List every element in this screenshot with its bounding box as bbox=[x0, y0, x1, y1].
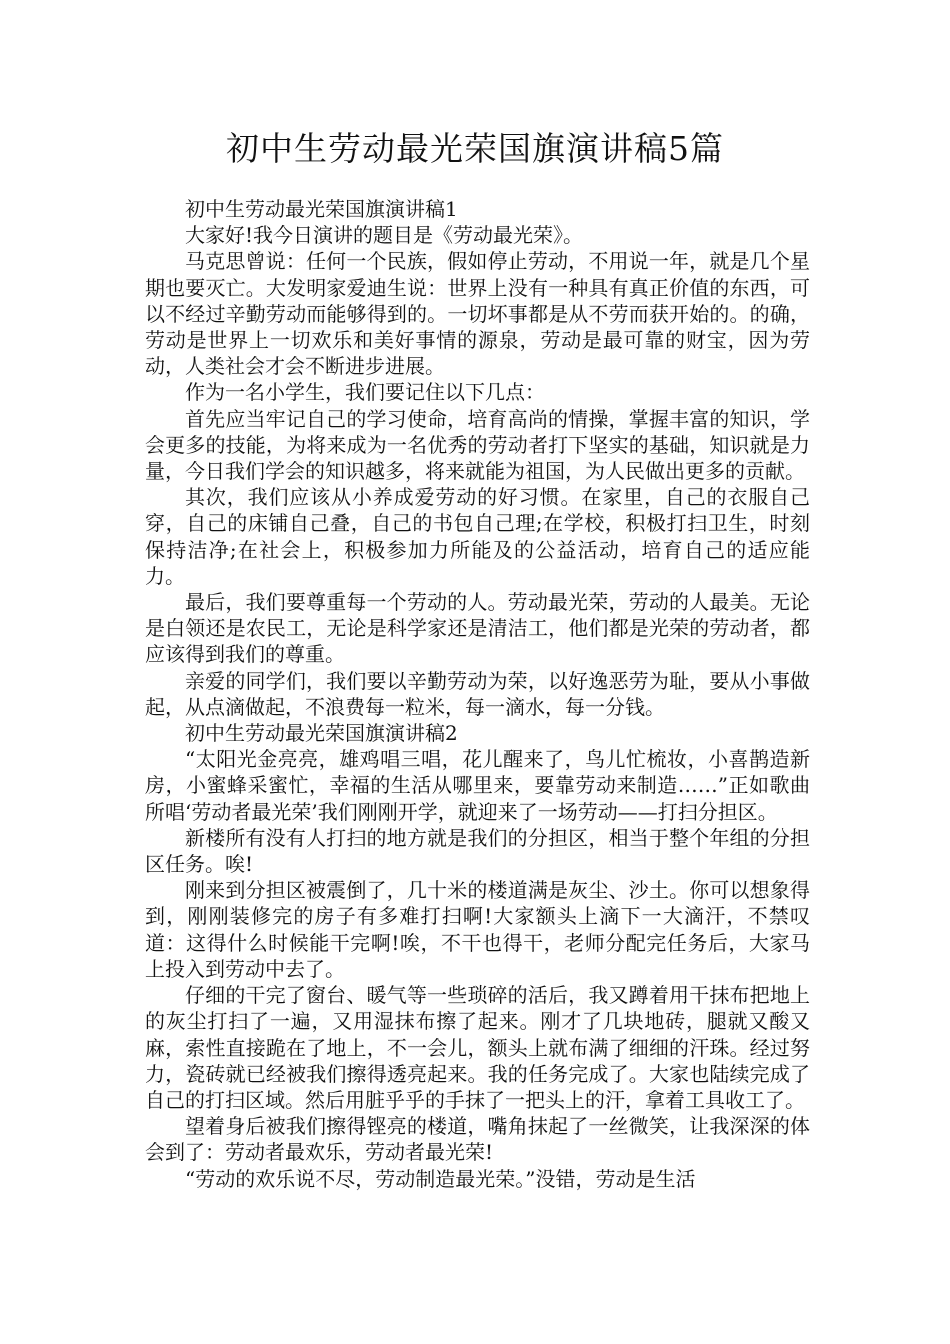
document-title: 初中生劳动最光荣国旗演讲稿5篇 bbox=[226, 129, 724, 168]
paragraph: “太阳光金亮亮，雄鸡唱三唱，花儿醒来了，鸟儿忙梳妆，小喜鹊造新房，小蜜蜂采蜜忙，幸福的生活从哪里来，要靠劳动来制造……”正如歌曲所唱‘劳动者最光荣’我们刚刚开学，就迎来了一场劳动——打扫分担区。 bbox=[145, 747, 810, 824]
paragraph: 初中生劳动最光荣国旗演讲稿1 bbox=[185, 197, 458, 221]
paragraph: 望着身后被我们擦得铿亮的楼道，嘴角抹起了一丝微笑，让我深深的体会到了：劳动者最欢乐，劳动者最光荣! bbox=[145, 1114, 810, 1165]
paragraph: 马克思曾说：任何一个民族，假如停止劳动，不用说一年，就是几个星期也要灭亡。大发明家爱迪生说：世界上没有一种具有真正价值的东西，可以不经过辛勤劳动而能够得到的。一切坏事都是从不劳而获开始的。的确，劳动是世界上一切欢乐和美好事情的源泉，劳动是最可靠的财宝，因为劳动，人类社会才会不断进步进展。 bbox=[145, 249, 810, 379]
paragraph: 其次，我们应该从小养成爱劳动的好习惯。在家里，自己的衣服自己穿，自己的床铺自己叠，自己的书包自己理;在学校，积极打扫卫生，时刻保持洁净;在社会上，积极参加力所能及的公益活动，培育自己的适应能力。 bbox=[145, 485, 810, 588]
paragraph: 仔细的干完了窗台、暖气等一些琐碎的活后，我又蹲着用干抹布把地上的灰尘打扫了一遍，又用湿抹布擦了起来。刚才了几块地砖，腿就又酸又麻，索性直接跪在了地上，不一会儿，额头上就布满了细细的汗珠。经过努力，瓷砖就已经被我们擦得透亮起来。我的任务完成了。大家也陆续完成了自己的打扫区域。然后用脏乎乎的手抹了一把头上的汗，拿着工具收工了。 bbox=[145, 983, 810, 1112]
paragraph: 最后，我们要尊重每一个劳动的人。劳动最光荣，劳动的人最美。无论是白领还是农民工，无论是科学家还是清洁工，他们都是光荣的劳动者，都应该得到我们的尊重。 bbox=[145, 590, 810, 667]
paragraph: 初中生劳动最光荣国旗演讲稿2 bbox=[185, 721, 458, 746]
paragraph: 亲爱的同学们，我们要以辛勤劳动为荣，以好逸恶劳为耻，要从小事做起，从点滴做起，不浪费每一粒米，每一滴水，每一分钱。 bbox=[145, 668, 810, 719]
paragraph: 刚来到分担区被震倒了，几十米的楼道满是灰尘、沙土。你可以想象得到，刚刚装修完的房子有多难打扫啊!大家额头上滴下一大滴汗，不禁叹道：这得什么时候能干完啊!唉，不干也得干，老师分配完任务后，大家马上投入到劳动中去了。 bbox=[145, 878, 810, 981]
paragraph: “劳动的欢乐说不尽，劳动制造最光荣。”没错，劳动是生活 bbox=[185, 1166, 696, 1191]
paragraph: 大家好!我今日演讲的题目是《劳动最光荣》。 bbox=[185, 223, 584, 248]
document-body bbox=[145, 196, 810, 1192]
paragraph: 新楼所有没有人打扫的地方就是我们的分担区，相当于整个年组的分担区任务。唉! bbox=[145, 825, 810, 877]
paragraph: 作为一名小学生，我们要记住以下几点： bbox=[185, 380, 545, 405]
paragraph: 首先应当牢记自己的学习使命，培育高尚的情操，掌握丰富的知识，学会更多的技能，为将来成为一名优秀的劳动者打下坚实的基础，知识就是力量，今日我们学会的知识越多，将来就能为祖国，为人民做出更多的贡献。 bbox=[145, 406, 810, 484]
